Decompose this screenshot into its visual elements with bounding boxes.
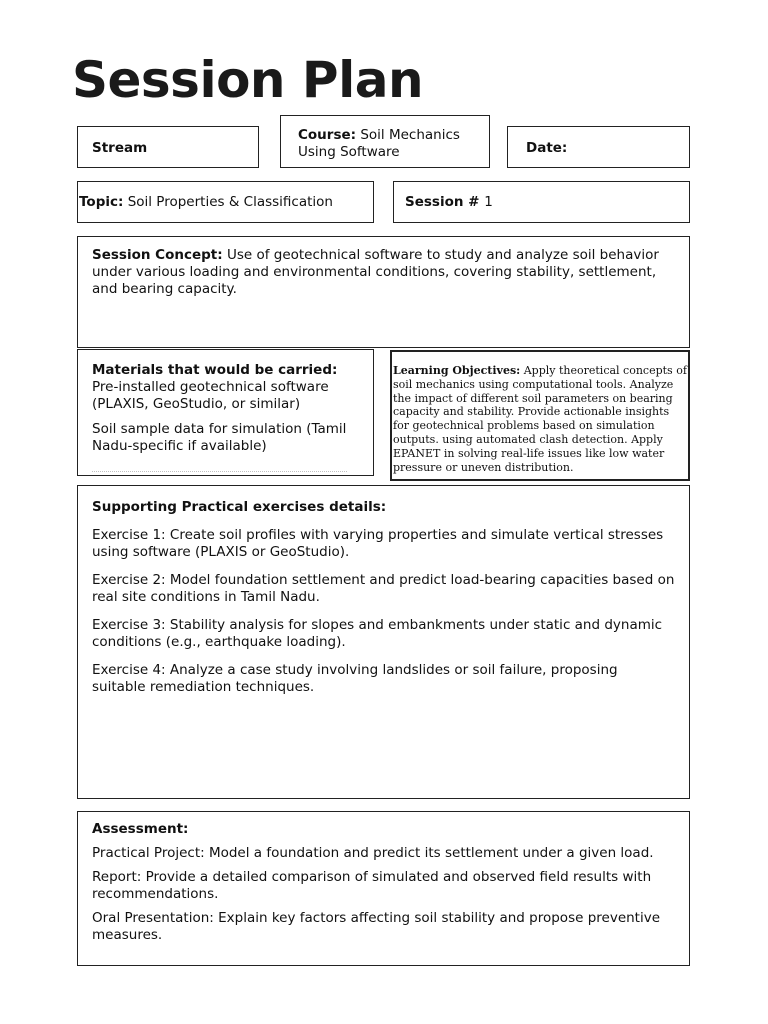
exercise-item: Exercise 3: Stability analysis for slopes and embankments under static and dynamic conditions (e.g., earthquake loading). (92, 617, 663, 650)
session-concept-label: Session Concept: (92, 247, 223, 263)
course-value: Soil Mechanics Using Software (298, 127, 460, 160)
date-field (507, 126, 690, 168)
session-number: 1 (484, 194, 493, 210)
assessment-label: Assessment: (92, 821, 189, 837)
stream-label: Stream (92, 140, 148, 156)
exercise-item: Exercise 4: Analyze a case study involving landslides or soil failure, proposing suitable remediation techniques. (92, 662, 618, 695)
assessment-item: Report: Provide a detailed comparison of simulated and observed field results with recommendations. (92, 869, 652, 902)
learning-objectives-text: Apply theoretical concepts of soil mechanics using computational tools. Analyze the impact of different soil parameters on bearing capacity and stability. Provide actionable insights for geotechnical problems based on simulation outputs. using automated clash detection. Apply EPANET in solving real-life issues like low water pressure or uneven distribution. (393, 364, 687, 474)
course-field (280, 115, 490, 168)
materials-text-2: Soil sample data for simulation (Tamil Nadu-specific if available) (92, 421, 347, 454)
stream-field (77, 126, 259, 168)
materials-box (77, 349, 374, 476)
clipped-text-remnant (92, 471, 347, 476)
materials-label: Materials that would be carried: (92, 362, 338, 378)
exercise-item: Exercise 2: Model foundation settlement and predict load-bearing capacities based on real site conditions in Tamil Nadu. (92, 572, 675, 605)
learning-objectives-label: Learning Objectives: (393, 364, 521, 377)
session-label: Session # (405, 194, 485, 210)
materials-text: Pre-installed geotechnical software (PLAXIS, GeoStudio, or similar) (92, 379, 329, 412)
assessment-item: Oral Presentation: Explain key factors affecting soil stability and propose preventive measures. (92, 910, 661, 943)
exercise-item: Exercise 1: Create soil profiles with varying properties and simulate vertical stresses using software (PLAXIS or GeoStudio). (92, 527, 664, 560)
learning-objectives-box (390, 350, 690, 481)
materials-paragraph (92, 362, 359, 413)
course-label: Course: (298, 127, 357, 143)
page-title: Session Plan (72, 51, 424, 109)
session-field (393, 181, 690, 223)
topic-field (77, 181, 374, 223)
assessment-item: Practical Project: Model a foundation and predict its settlement under a given load. (92, 845, 654, 861)
practical-exercises-label: Supporting Practical exercises details: (92, 499, 387, 515)
session-concept-box (77, 236, 690, 348)
session-concept-text: Use of geotechnical software to study and analyze soil behavior under various loading and environmental conditions, covering stability, settlement, and bearing capacity. (92, 247, 659, 297)
practical-exercises-box (77, 485, 690, 799)
topic-value: Soil Properties & Classification (127, 194, 333, 210)
topic-label: Topic: (79, 194, 124, 210)
date-label: Date: (526, 140, 568, 156)
assessment-box (77, 811, 690, 966)
